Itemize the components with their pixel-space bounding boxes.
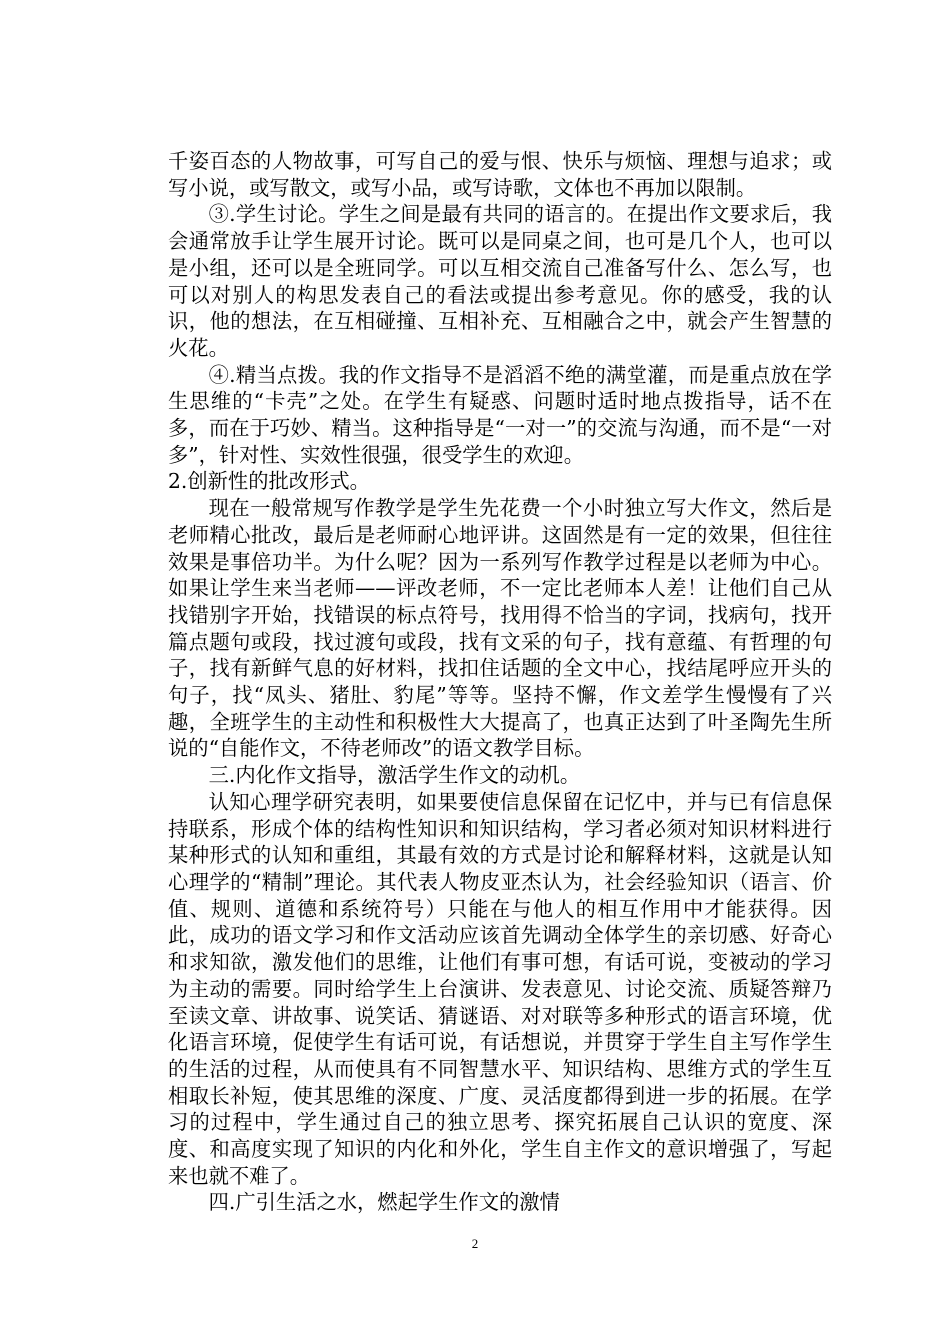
section-heading-life-experience: 四.广引生活之水，燃起学生作文的激情 [208,1190,560,1215]
section-heading-creative-grading: 2.创新性的批改形式。 [168,469,370,494]
paragraph-grading-method: 现在一般常规写作教学是学生先花费一个小时独立写大作文，然后是老师精心批改，最后是老师耐心地评讲。这固然是有一定的效果，但往往效果是事倍功半。为什么呢？因为一系列写作教学过程是以老师为中心。如果让学生来当老师——评改老师，不一定比老师本人差！让他们自己从找错别字开始，找错误的标点符号，找用得不恰当的字词，找病句，找开篇点题句或段，找过渡句或段，找有文采的句子，找有意蕴、有哲理的句子，找有新鲜气息的好材料，找扣住话题的全文中心，找结尾呼应开头的句子，找“凤头、猪肚、豹尾”等等。坚持不懈，作文差学生慢慢有了兴趣，全班学生的主动性和积极性大大提高了，也真正达到了叶圣陶先生所说的“自能作文，不待老师改”的语文教学目标。 [168,496,832,761]
paragraph-continuation: 千姿百态的人物故事，可写自己的爱与恨、快乐与烦恼、理想与追求；或写小说，或写散文，或写小品，或写诗歌，文体也不再加以限制。 [168,149,832,200]
page-number: 2 [471,1236,479,1251]
section-heading-internalize-guidance: 三.内化作文指导，激活学生作文的动机。 [208,763,581,788]
paragraph-cognitive-psychology: 认知心理学研究表明，如果要使信息保留在记忆中，并与已有信息保持联系，形成个体的结构性知识和知识结构，学习者必须对知识材料进行某种形式的认知和重组，其最有效的方式是讨论和解释材料，这就是认知心理学的“精制”理论。其代表人物皮亚杰认为，社会经验知识（语言、价值、规则、道德和系统符号）只能在与他人的相互作用中才能获得。因此，成功的语文学习和作文活动应该首先调动全体学生的亲切感、好奇心和求知欲，激发他们的思维，让他们有事可想，有话可说，变被动的学习为主动的需要。同时给学生上台演讲、发表意见、讨论交流、质疑答辩乃至读文章、讲故事、说笑话、猜谜语、对对联等多种形式的语言环境，优化语言环境，促使学生有话可说，有话想说，并贯穿于学生自主写作学生的生活的过程，从而使具有不同智慧水平、知识结构、思维方式的学生互相取长补短，使其思维的深度、广度、灵活度都得到进一步的拓展。在学习的过程中，学生通过自己的独立思考、探究拓展自己认识的宽度、深度、和高度实现了知识的内化和外化，学生自主作文的意识增强了，写起来也就不难了。 [168,789,832,1188]
paragraph-precise-guidance: ④.精当点拨。我的作文指导不是滔滔不绝的满堂灌，而是重点放在学生思维的“卡壳”之处。在学生有疑惑、问题时适时地点拨指导，话不在多，而在于巧妙、精当。这种指导是“一对一”的交流与沟通，而不是“一对多”，针对性、实效性很强，很受学生的欢迎。 [168,362,832,467]
paragraph-student-discussion: ③.学生讨论。学生之间是最有共同的语言的。在提出作文要求后，我会通常放手让学生展开讨论。既可以是同桌之间，也可是几个人，也可以是小组，还可以是全班同学。可以互相交流自己准备写什么、怎么写，也可以对别人的构思发表自己的看法或提出参考意见。你的感受，我的认识，他的想法，在互相碰撞、互相补充、互相融合之中，就会产生智慧的火花。 [168,202,832,360]
body-text [168,148,832,1216]
